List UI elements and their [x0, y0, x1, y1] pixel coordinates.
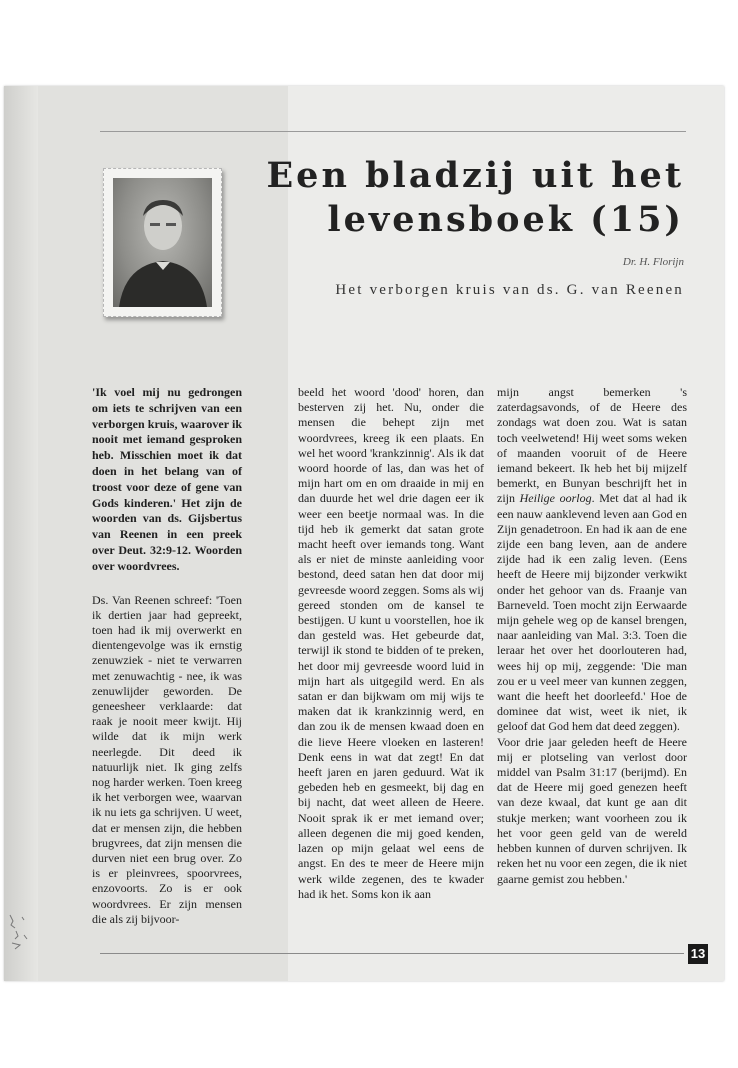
- body-paragraph: Voor drie jaar geleden heeft de Heere mij er plotseling van verlost door middel van Psalm 31:17 (berijmd). En dat de Heere mij goed genezen heeft van deze kwaal, dat kunt ge aan dit stukje merken; want voorheen zou ik het voor geen geld van de wereld hebben kunnen of durven schrijven. Ik reken het nu voor een zegen, die ik niet gaarne gemist zou hebben.': [497, 734, 687, 886]
- article-subtitle: Het verborgen kruis van ds. G. van Reenen: [335, 282, 684, 298]
- bottom-rule: [100, 953, 684, 954]
- article-title: Een bladzij uit het levensboek (15): [266, 155, 684, 240]
- page-number: 13: [688, 944, 708, 964]
- portrait-illustration: [113, 178, 212, 307]
- text-column-3: [497, 385, 687, 887]
- body-paragraph: [497, 385, 687, 735]
- body-paragraph: beeld het woord 'dood' horen, dan besterven zij het. Nu, onder die mensen die behept zijn met woordvrees, kreeg ik een plaats. En wel het woord 'krankzinnig'. Als ik dat woord hoorde of las, dan was het of mijn hart om en om draaide in mij en dan duurde het wel drie dagen eer ik weer een beetje normaal was. In die tijd heb ik gemerkt dat satan grote macht heeft over iemands tong. Want als er niet de minste aanleiding voor bestond, deed satan hen dat door mij gevreesde woord zeggen. Soms als wij gereed stonden om de kansel te bestijgen. U kunt u voorstellen, hoe ik dan gesteld was. Het gebeurde dat, terwijl ik stond te bidden of te preken, het door mij gevreesde woord luid in mijn hart als uitgegild werd. En als satan er dan bijkwam om mij wijs te maken dat ik krankzinnig werd, en dan zou ik de mensen kwaad doen en die lieve Heere vloeken en lasteren! Denk eens in wat dat zegt! En dat heeft jaren en jaren geduurd. Wat ik gebeden heb en gesmeekt, bij dag en bij nacht, dat weet alleen de Heere. Nooit sprak ik er met iemand over; alleen degenen die mij goed kenden, lazen op mijn gelaat wel eens de angst. En des te meer de Heere mijn werk wilde zegenen, des te kwader had ik het. Soms kon ik aan: [298, 385, 484, 901]
- body-text-span: . Met dat al had ik een nauw aanklevend leven aan God en Zijn genadetroon. En had ik aan de ene zijde een bang leven, aan de andere zijde had ik een zalig leven. (Eens heeft de Heere mij bijzonder verkwikt onder het gehoor van ds. Fraanje van Barneveld. Toen mocht zijn Eerwaarde mijn gehele weg op de kansel brengen, naar aanleiding van Mal. 3:3. Toen die leraar het over het doorlouteren had, wees hij op mij, zeggende: 'Die man zou er u veel meer van kunnen zeggen, want die heeft het doorleefd.' Hoe de dominee dat wist, weet ik niet, ik geloof dat God hem dat deed zeggen).: [497, 491, 688, 734]
- intro-paragraph: 'Ik voel mij nu gedrongen om iets te schrijven van een verborgen kruis, waarover ik nooit met iemand gesproken heb. Misschien moet ik dat doen in het belang van of troost voor deze of gene van Gods kinderen.' Het zijn de woorden van ds. Gijsbertus van Reenen in een preek over Deut. 32:9-12. Woorden over woordvrees.: [92, 385, 242, 573]
- portrait-photo: [113, 178, 212, 307]
- text-column-2: [298, 385, 484, 902]
- body-paragraph: Ds. Van Reenen schreef: 'Toen ik dertien jaar had gepreekt, toen had ik mij overwerkt en dientengevolge was ik ernstig zenuwziek - niet te verwarren met zenuwachtig - nee, ik was zenuwlijder geworden. De geneesheer verklaarde: dat raak je nooit meer kwijt. Hij wilde dat ik mijn werk neerlegde. Dit deed ik natuurlijk niet. Ik ging zelfs nog harder werken. Toen kreeg ik het verborgen wee, waarvan ik nu iets ga schrijven. U weet, dat er mensen zijn, die hebben brugvrees, dat zijn mensen die durven niet een brug over. Zo is er pleinvrees, spoorvrees, enzovoorts. Zo is er ook woordvrees. Er zijn mensen die als zij bijvoor-: [92, 592, 242, 926]
- margin-scribble: [6, 905, 34, 955]
- top-rule: [100, 131, 686, 132]
- article-author: Dr. H. Florijn: [622, 256, 684, 268]
- book-title-italic: Heilige oorlog: [519, 491, 592, 506]
- text-column-1: [92, 385, 242, 927]
- page-fold-shadow: [4, 86, 38, 981]
- portrait-photo-frame: [103, 168, 222, 317]
- body-text-span: mijn angst bemerken 's zaterdagsavonds, of de Heere des zondags wat doen zou. Wat is satan toch veelwetend! Hij weet soms weken of maanden vooruit of de Heere iemand bekeert. Ik heb het bij mijzelf bemerkt, en Bunyan beschrijft het in zijn: [497, 385, 687, 506]
